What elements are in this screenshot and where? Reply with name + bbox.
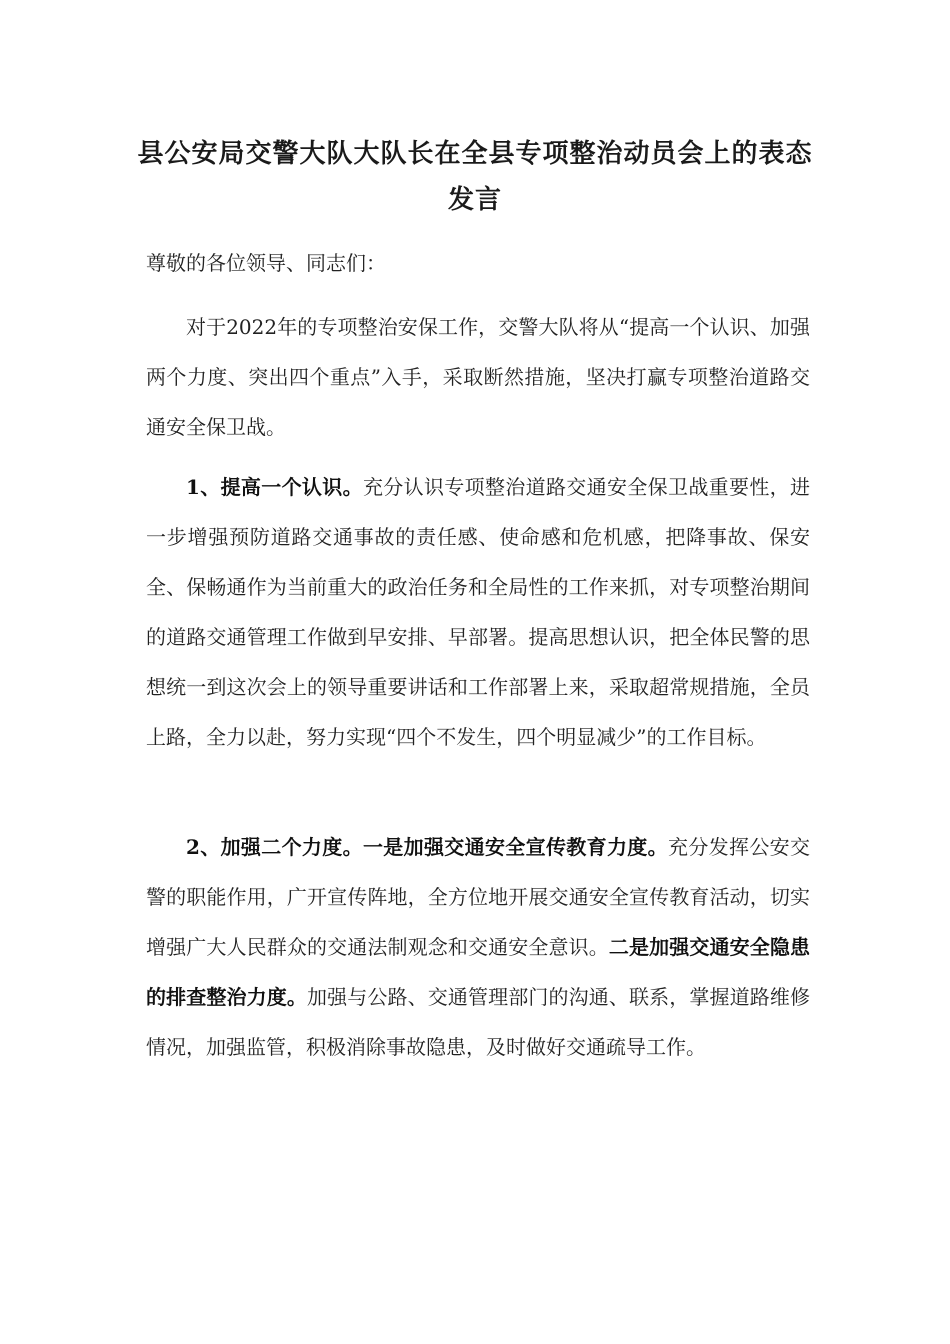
point-2-body-1: 充分发挥公安交警的职能作用，广开宣传阵地，全方位地开展交通安全宣传教育活动，切实增强广大人民群众的交通法制观念和交通安全意识。 bbox=[146, 835, 810, 959]
point-1-heading: 1、提高一个认识。 bbox=[186, 475, 363, 499]
point-2-heading: 2、加强二个力度。一是加强交通安全宣传教育力度。 bbox=[186, 835, 668, 859]
paragraph-intro bbox=[146, 302, 810, 452]
point-1-body: 充分认识专项整治道路交通安全保卫战重要性，进一步增强预防道路交通事故的责任感、使命感和危机感，把降事故、保安全、保畅通作为当前重大的政治任务和全局性的工作来抓，对专项整治期间的道路交通管理工作做到早安排、早部署。提高思想认识，把全体民警的思想统一到这次会上的领导重要讲话和工作部署上来，采取超常规措施，全员上路，全力以赴，努力实现“四个不发生，四个明显减少”的工作目标。 bbox=[146, 475, 811, 749]
paragraph-point-1 bbox=[146, 462, 810, 762]
document-title-line2: 发言 bbox=[447, 185, 502, 215]
paragraph-point-2 bbox=[146, 822, 810, 1072]
document-title-line1: 县公安局交警大队大队长在全县专项整治动员会上的表态 bbox=[137, 139, 813, 169]
paragraph-intro-text: 对于2022年的专项整治安保工作，交警大队将从“提高一个认识、加强两个力度、突出四个重点”入手，采取断然措施，坚决打赢专项整治道路交通安全保卫战。 bbox=[146, 315, 810, 439]
point-2-body-2: 加强与公路、交通管理部门的沟通、联系，掌握道路维修情况，加强监管，积极消除事故隐患，及时做好交通疏导工作。 bbox=[146, 985, 810, 1059]
salutation: 尊敬的各位领导、同志们： bbox=[146, 251, 386, 275]
point-2-subheading: 二是加强交通安全隐患的排查整治力度。 bbox=[146, 935, 810, 1009]
